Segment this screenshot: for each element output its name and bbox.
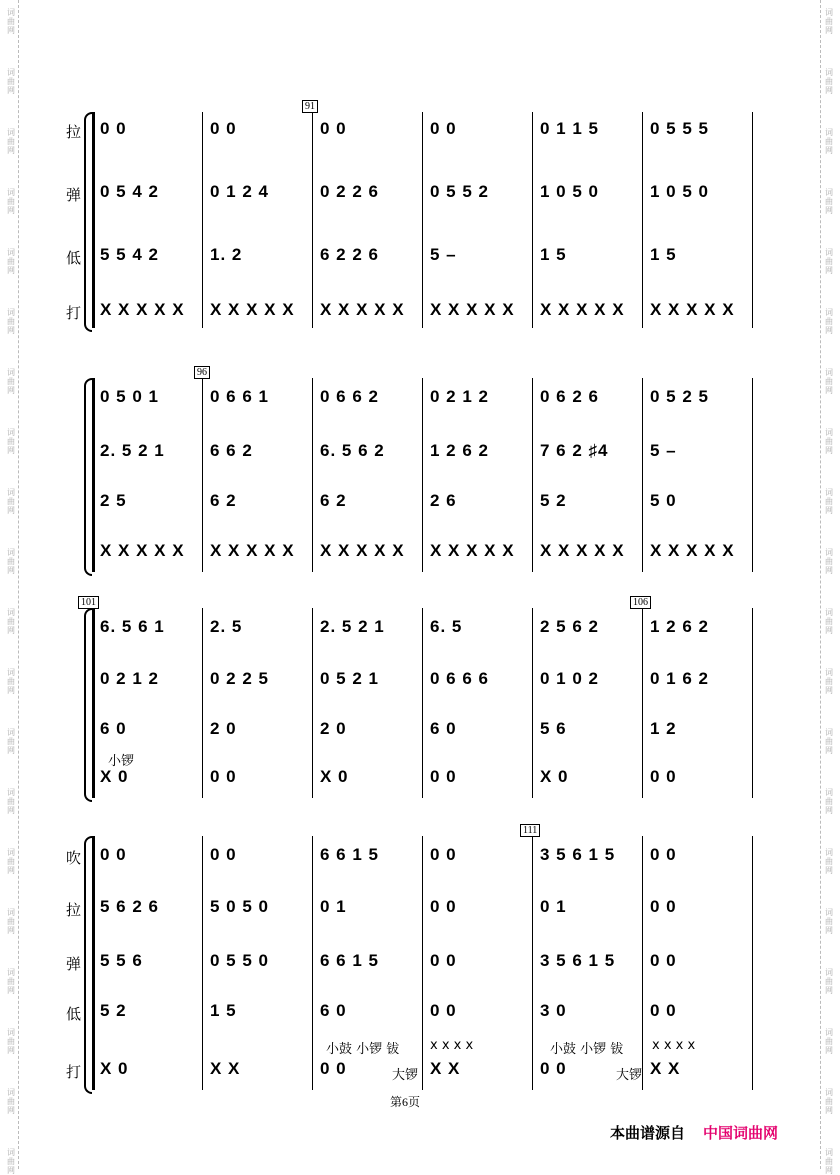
watermark-text: 词 曲 网 [7,308,15,335]
notation-cell: 0 0 [320,119,347,138]
instrument-name: 弹 [66,186,82,204]
watermark-text: 词 曲 网 [825,188,833,215]
watermark-text: 词 曲 网 [7,1028,15,1055]
notation-cell: 0 5 2 1 [320,669,379,688]
notation-cell: X X X X X [210,300,295,319]
watermark-text: 词 曲 网 [7,788,15,815]
watermark-text: 词 曲 网 [7,908,15,935]
notation-cell: 0 1 1 5 [540,119,599,138]
percussion-annotation: 小锣 [108,754,135,769]
notation-cell: 3 5 6 1 5 [540,951,616,970]
notation-cell: 5 6 [540,719,567,738]
notation-cell: 2 5 6 2 [540,617,599,636]
notation-cell: 2 0 [210,719,237,738]
notation-cell: 1 0 5 0 [540,182,599,201]
notation-cell: 1 5 [540,245,567,264]
notation-cell: 5 5 6 [100,951,143,970]
barline [312,112,313,328]
barline [202,608,203,798]
percussion-annotation: x x x x [430,1038,474,1053]
watermark-text: 词 曲 网 [7,8,15,35]
watermark-text: 词 曲 网 [825,1148,833,1175]
notation-cell: 0 0 [430,767,457,786]
notation-cell: 3 5 6 1 5 [540,845,616,864]
notation-cell: 0 0 [650,845,677,864]
notation-cell: 0 0 [430,951,457,970]
notation-cell: 0 0 [430,119,457,138]
notation-cell: X X X X X [430,541,515,560]
notation-cell: 0 6 6 2 [320,387,379,406]
watermark-text: 词 曲 网 [825,788,833,815]
notation-cell: 0 0 [210,119,237,138]
notation-cell: 5 0 [650,491,677,510]
notation-cell: 0 0 [430,845,457,864]
measure-number: 96 [194,366,210,379]
notation-cell: 6. 5 [430,617,463,636]
barline [422,836,423,1090]
percussion-annotation: 小鼓 小锣 钹 [326,1042,400,1057]
measure-number: 101 [78,596,99,609]
watermark-text: 词 曲 网 [825,368,833,395]
notation-cell: 5 5 4 2 [100,245,159,264]
watermark-text: 词 曲 网 [825,128,833,155]
barline [642,112,643,328]
notation-cell: 0 1 [320,897,347,916]
barline [312,836,313,1090]
notation-cell: X X [650,1059,681,1078]
notation-cell: 0 0 [650,951,677,970]
notation-cell: 5 2 [540,491,567,510]
notation-cell: 0 0 [540,1059,567,1078]
watermark-text: 词 曲 网 [7,368,15,395]
watermark-text: 词 曲 网 [7,248,15,275]
notation-cell: 0 5 0 1 [100,387,159,406]
notation-cell: 0 5 5 2 [430,182,489,201]
notation-cell: 2 6 [430,491,457,510]
watermark-text: 词 曲 网 [825,848,833,875]
watermark-text: 词 曲 网 [7,668,15,695]
notation-cell: X X X X X [100,541,185,560]
barline [642,608,643,798]
notation-cell: 5 6 2 6 [100,897,159,916]
barline [422,112,423,328]
notation-cell: 0 6 6 6 [430,669,489,688]
notation-cell: 0 0 [100,845,127,864]
instrument-name: 拉 [66,901,82,919]
notation-cell: 6 2 [210,491,237,510]
notation-cell: X X [210,1059,241,1078]
instrument-name: 拉 [66,123,82,141]
notation-cell: 3 0 [540,1001,567,1020]
percussion-annotation: 大锣 [616,1068,643,1083]
barline [642,836,643,1090]
notation-cell: 6 0 [320,1001,347,1020]
watermark-text: 词 曲 网 [7,848,15,875]
notation-cell: 0 1 2 4 [210,182,269,201]
notation-cell: X X X X X [650,541,735,560]
source-site-link[interactable]: 中国词曲网 [703,1124,779,1142]
watermark-text: 词 曲 网 [7,608,15,635]
notation-cell: 2. 5 2 1 [100,441,165,460]
barline [92,608,95,798]
notation-cell: 6 2 2 6 [320,245,379,264]
watermark-text: 词 曲 网 [825,908,833,935]
notation-cell: 6 0 [100,719,127,738]
notation-cell: 0 2 2 6 [320,182,379,201]
notation-cell: 0 0 [320,1059,347,1078]
notation-cell: 0 6 2 6 [540,387,599,406]
watermark-text: 词 曲 网 [825,308,833,335]
barline [532,836,533,1090]
notation-cell: 6. 5 6 2 [320,441,385,460]
barline [312,608,313,798]
notation-cell: 6 0 [430,719,457,738]
watermark-text: 词 曲 网 [7,68,15,95]
notation-cell: 0 0 [650,897,677,916]
watermark-text: 词 曲 网 [825,1028,833,1055]
watermark-text: 词 曲 网 [7,188,15,215]
barline [92,836,95,1090]
notation-cell: 1 0 5 0 [650,182,709,201]
notation-cell: 0 0 [650,1001,677,1020]
instrument-name: 吹 [66,849,82,867]
notation-cell: 6 6 2 [210,441,253,460]
watermark-text: 词 曲 网 [825,728,833,755]
barline [312,378,313,572]
notation-cell: 0 0 [210,767,237,786]
instrument-name: 打 [66,304,82,322]
notation-cell: 1 5 [650,245,677,264]
notation-cell: 0 0 [210,845,237,864]
watermark-text: 词 曲 网 [825,1088,833,1115]
notation-cell: X X X X X [650,300,735,319]
notation-cell: 5 – [650,441,677,460]
barline [532,608,533,798]
percussion-annotation: 小鼓 小锣 钹 [550,1042,624,1057]
watermark-text: 词 曲 网 [825,548,833,575]
notation-cell: 0 0 [100,119,127,138]
notation-cell: X 0 [100,1059,129,1078]
notation-cell: X 0 [100,767,129,786]
source-label: 本曲谱源自 [610,1124,686,1142]
notation-cell: X X X X X [320,541,405,560]
watermark-text: 词 曲 网 [7,428,15,455]
measure-number: 111 [520,824,540,837]
system-brace [84,112,92,332]
system-brace [84,378,92,576]
notation-cell: 0 2 1 2 [100,669,159,688]
notation-cell: 0 5 5 0 [210,951,269,970]
watermark-text: 词 曲 网 [825,608,833,635]
notation-cell: 6 6 1 5 [320,845,379,864]
notation-cell: 0 0 [430,1001,457,1020]
notation-cell: 2. 5 [210,617,243,636]
barline [202,112,203,328]
notation-cell: 1 2 6 2 [430,441,489,460]
notation-cell: 1 2 [650,719,677,738]
notation-cell: 2 5 [100,491,127,510]
measure-number: 106 [630,596,651,609]
notation-cell: 5 2 [100,1001,127,1020]
barline [752,608,753,798]
notation-cell: X X X X X [430,300,515,319]
notation-cell: X X X X X [320,300,405,319]
instrument-name: 低 [66,249,82,267]
notation-cell: 6 2 [320,491,347,510]
watermark-text: 词 曲 网 [7,728,15,755]
barline [202,378,203,572]
notation-cell: X 0 [540,767,569,786]
notation-cell: 2 0 [320,719,347,738]
watermark-text: 词 曲 网 [825,668,833,695]
notation-cell: 0 0 [650,767,677,786]
source-footer [610,1122,778,1143]
page-number: 第6页 [390,1095,421,1109]
notation-cell: 6 6 1 5 [320,951,379,970]
notation-cell: 6. 5 6 1 [100,617,165,636]
notation-cell: X X [430,1059,461,1078]
notation-cell: 0 6 6 1 [210,387,269,406]
watermark-text: 词 曲 网 [7,128,15,155]
barline [752,112,753,328]
barline [92,112,95,328]
instrument-name: 低 [66,1005,82,1023]
notation-cell: X X X X X [540,541,625,560]
instrument-name: 打 [66,1063,82,1081]
watermark-text: 词 曲 网 [825,248,833,275]
notation-cell: 1 2 6 2 [650,617,709,636]
notation-cell: 0 5 5 5 [650,119,709,138]
notation-cell: 1 5 [210,1001,237,1020]
watermark-text: 词 曲 网 [7,548,15,575]
watermark-text: 词 曲 网 [7,488,15,515]
notation-cell: 0 0 [430,897,457,916]
watermark-text: 词 曲 网 [825,488,833,515]
barline [752,378,753,572]
percussion-annotation: x x x x [652,1038,696,1053]
barline [642,378,643,572]
watermark-text: 词 曲 网 [7,1148,15,1175]
notation-cell: 2. 5 2 1 [320,617,385,636]
notation-cell: 5 – [430,245,457,264]
notation-cell: X 0 [320,767,349,786]
watermark-text: 词 曲 网 [7,968,15,995]
notation-cell: 0 1 6 2 [650,669,709,688]
notation-cell: 0 1 0 2 [540,669,599,688]
notation-cell: 0 5 4 2 [100,182,159,201]
notation-cell: 0 2 2 5 [210,669,269,688]
barline [92,378,95,572]
barline [422,378,423,572]
barline [532,112,533,328]
notation-cell: X X X X X [540,300,625,319]
measure-number: 91 [302,100,318,113]
barline [202,836,203,1090]
barline [532,378,533,572]
notation-cell: 0 2 1 2 [430,387,489,406]
notation-cell: 5 0 5 0 [210,897,269,916]
barline [752,836,753,1090]
notation-cell: X X X X X [100,300,185,319]
notation-cell: 0 5 2 5 [650,387,709,406]
system-brace [84,608,92,802]
watermark-text: 词 曲 网 [7,1088,15,1115]
notation-cell: 1. 2 [210,245,243,264]
instrument-name: 弹 [66,955,82,973]
percussion-annotation: 大锣 [392,1068,419,1083]
watermark-text: 词 曲 网 [825,428,833,455]
notation-cell: 7 6 2 ♯4 [540,441,609,460]
notation-cell: 0 1 [540,897,567,916]
barline [422,608,423,798]
watermark-text: 词 曲 网 [825,68,833,95]
notation-cell: X X X X X [210,541,295,560]
system-brace [84,836,92,1094]
watermark-text: 词 曲 网 [825,968,833,995]
watermark-text: 词 曲 网 [825,8,833,35]
